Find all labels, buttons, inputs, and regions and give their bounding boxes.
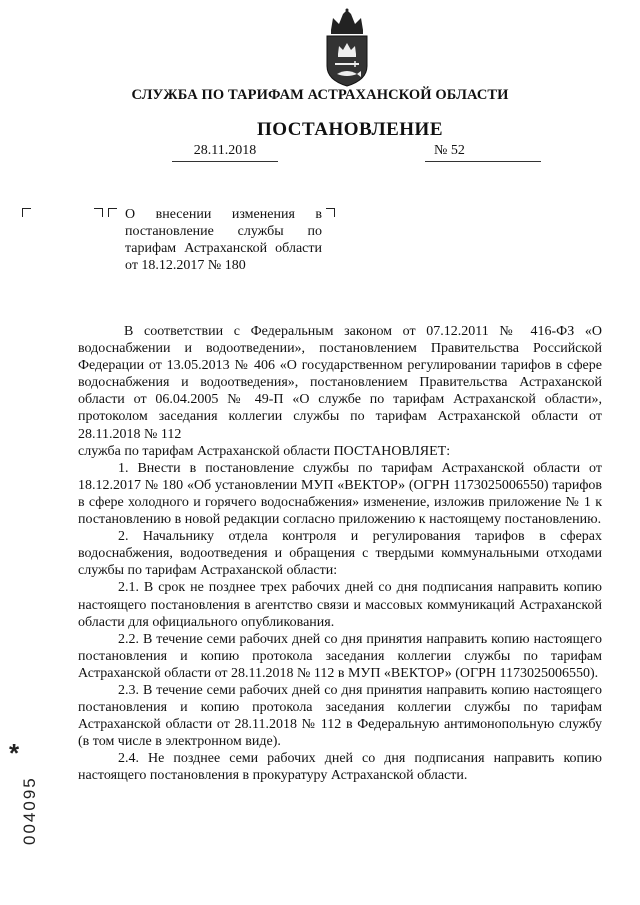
- number-underline: [425, 161, 541, 162]
- paragraph-1: 1. Внести в постановление службы по тарифам Астраханской области от 18.12.2017 № 180 «Об установлении МУП «ВЕКТОР» (ОГРН 1173025006550) тарифов в сфере холодного и горячего водоснабжения» изменение, изложив приложение № 1 к постановлению в новой редакции согласно приложению к настоящему постановлению.: [78, 460, 602, 528]
- document-body: [78, 323, 602, 785]
- astrakhan-coat-of-arms-icon: [319, 8, 375, 88]
- document-date: 28.11.2018: [193, 143, 257, 158]
- paragraph-2-1: 2.1. В срок не позднее трех рабочих дней со дня подписания направить копию настоящего постановления в агентство связи и массовых коммуникаций Астраханской области для официального опубликования.: [78, 580, 602, 630]
- document-number: № 52: [434, 143, 465, 158]
- margin-asterisk-mark: *: [9, 738, 20, 768]
- paragraph-2: 2. Начальнику отдела контроля и регулирования тарифов в сферах водоснабжения, водоотведения и обращения с твердыми коммунальными отходами службы по тарифам Астраханской области:: [78, 529, 602, 579]
- margin-serial-number: 004095: [20, 776, 39, 845]
- organization-title: СЛУЖБА ПО ТАРИФАМ АСТРАХАНСКОЙ ОБЛАСТИ: [131, 87, 509, 103]
- paragraph-2-3: 2.3. В течение семи рабочих дней со дня принятия направить копию настоящего постановления и копию протокола заседания коллегии службы по тарифам Астраханской области от 28.11.2018 № 112 в Федеральную антимонопольную службу (в том числе в электронном виде).: [78, 682, 602, 750]
- paragraph-2-4: 2.4. Не позднее семи рабочих дней со дня подписания направить копию настоящего постановления в прокуратуру Астраханской области.: [78, 751, 602, 784]
- decree-line: служба по тарифам Астраханской области ПОСТАНОВЛЯЕТ:: [78, 443, 451, 459]
- subject-bracket-left-outer: [94, 208, 103, 217]
- paragraph-2-2: 2.2. В течение семи рабочих дней со дня принятия направить копию настоящего постановления и копию протокола заседания коллегии службы по тарифам Астраханской области от 28.11.2018 № 112 в МУП «ВЕКТОР» (ОГРН 1173025006550).: [78, 631, 602, 681]
- document-type-title: ПОСТАНОВЛЕНИЕ: [256, 119, 444, 140]
- subject-bracket-left: [108, 208, 117, 217]
- subject-bracket-right: [326, 208, 335, 217]
- document-subject: О внесении изменения в постановление службы по тарифам Астраханской области от 18.12.2017 № 180: [125, 207, 322, 273]
- preamble-paragraph: В соответствии с Федеральным законом от 07.12.2011 № 416-ФЗ «О водоснабжении и водоотведении», постановлением Правительства Российской Федерации от 13.05.2013 № 406 «О государственном регулировании тарифов в сфере водоснабжения и водоотведения», постановлением Правительства Астраханской области от 06.04.2005 № 49-П «О службе по тарифам Астраханской области», протоколом заседания коллегии службы по тарифам Астраханской области от 28.11.2018 № 112: [78, 324, 602, 442]
- date-underline: [172, 161, 278, 162]
- margin-corner-mark: [22, 208, 31, 217]
